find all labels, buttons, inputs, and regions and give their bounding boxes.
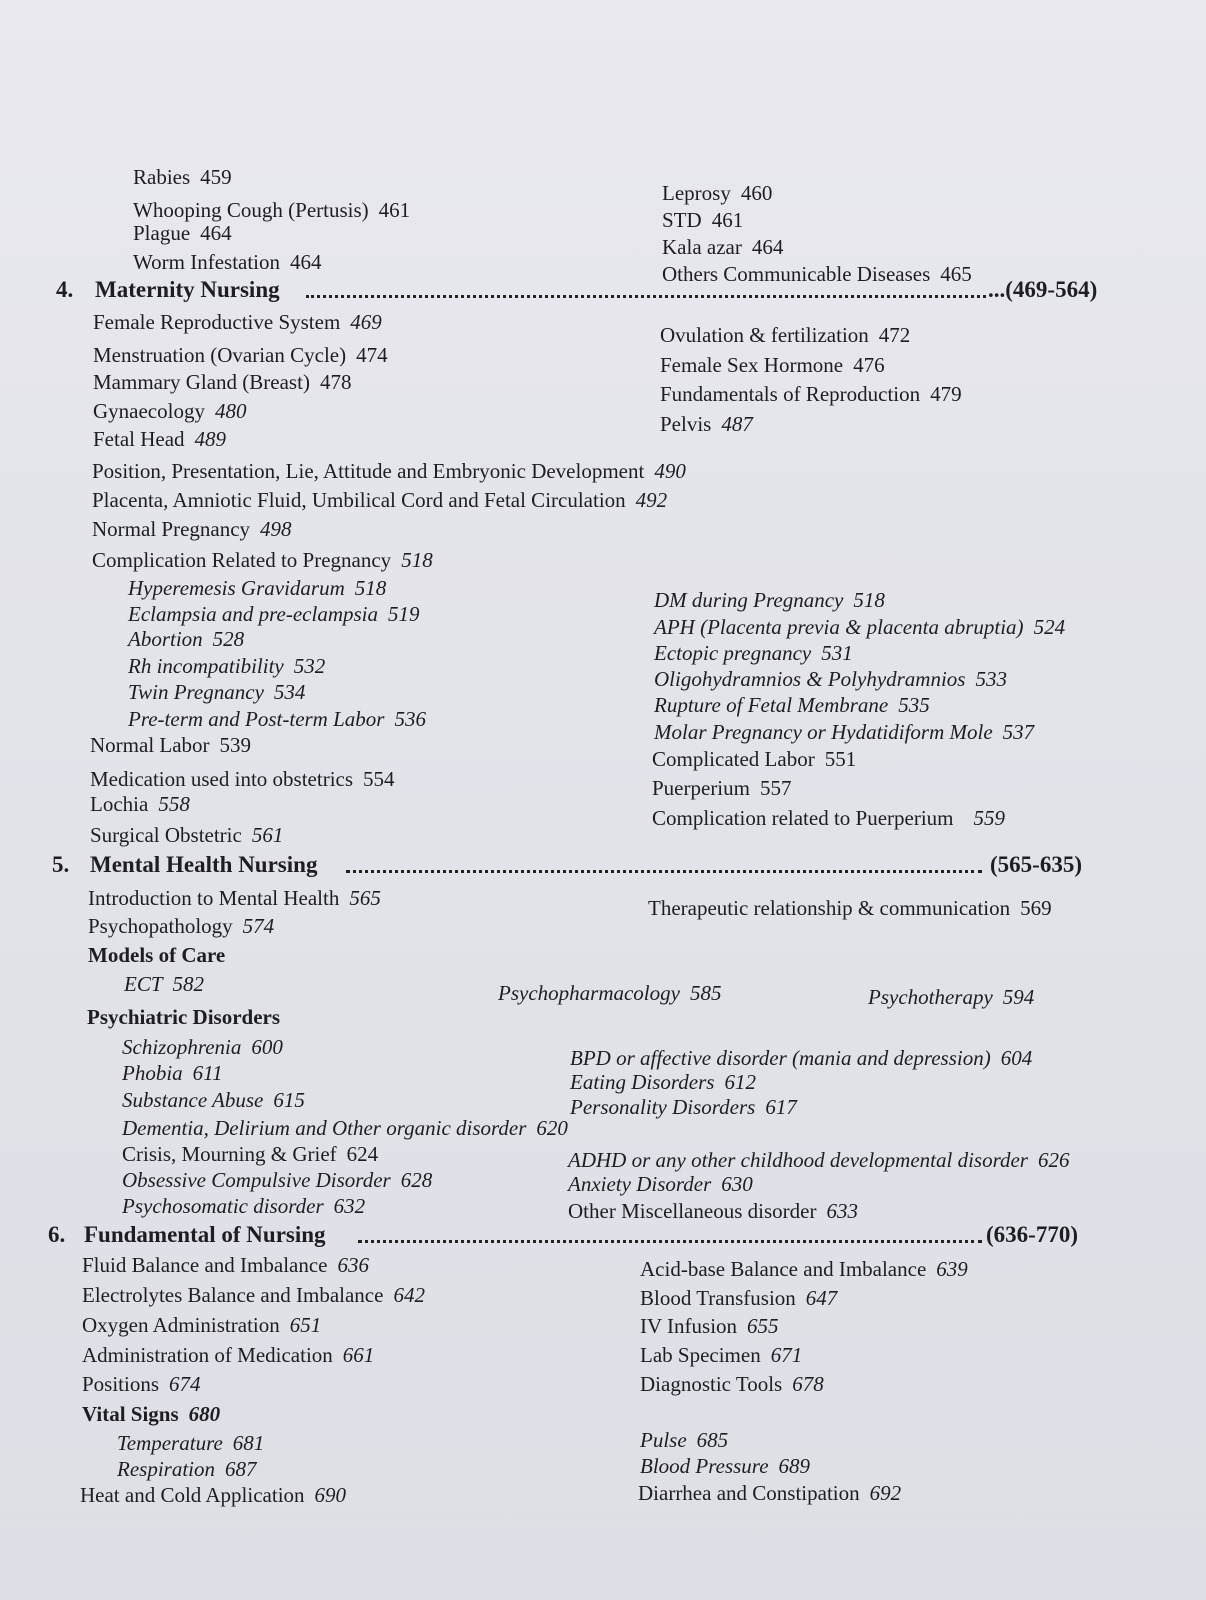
dot-leader bbox=[358, 1240, 982, 1243]
toc-entry: Phobia 611 bbox=[122, 1061, 223, 1085]
section-heading-fundamental: 6. Fundamental of Nursing (636-770) bbox=[48, 1222, 1078, 1247]
toc-entry: Blood Transfusion 647 bbox=[640, 1286, 838, 1310]
toc-entry: Whooping Cough (Pertusis) 461 bbox=[133, 198, 411, 222]
toc-entry: Complication Related to Pregnancy 518 bbox=[92, 548, 433, 572]
toc-entry: Respiration 687 bbox=[117, 1457, 257, 1481]
toc-entry: Worm Infestation 464 bbox=[133, 250, 322, 274]
toc-entry: Diarrhea and Constipation 692 bbox=[638, 1481, 902, 1505]
section-heading-mental-health: 5. Mental Health Nursing (565-635) bbox=[52, 852, 1082, 877]
toc-entry: ECT 582 bbox=[124, 972, 205, 996]
toc-entry: BPD or affective disorder (mania and depression) 604 bbox=[570, 1046, 1033, 1070]
toc-entry: Dementia, Delirium and Other organic disorder 620 bbox=[122, 1116, 568, 1140]
toc-entry: Molar Pregnancy or Hydatidiform Mole 537 bbox=[654, 720, 1035, 744]
dot-leader bbox=[306, 295, 986, 298]
toc-entry: Complicated Labor 551 bbox=[652, 747, 857, 771]
toc-entry: Menstruation (Ovarian Cycle) 474 bbox=[93, 343, 388, 367]
toc-entry: Fluid Balance and Imbalance 636 bbox=[82, 1253, 369, 1277]
subheading-psychiatric-disorders: Psychiatric Disorders bbox=[87, 1005, 281, 1029]
toc-entry: Female Reproductive System 469 bbox=[93, 310, 382, 334]
toc-entry: Heat and Cold Application 690 bbox=[80, 1483, 347, 1507]
toc-entry: Pulse 685 bbox=[640, 1428, 729, 1452]
toc-entry: Placenta, Amniotic Fluid, Umbilical Cord and Fetal Circulation 492 bbox=[92, 488, 668, 512]
subheading-models-of-care: Models of Care bbox=[88, 943, 226, 967]
toc-entry: Oligohydramnios & Polyhydramnios 533 bbox=[654, 667, 1007, 691]
dot-leader bbox=[346, 870, 982, 873]
toc-entry: Introduction to Mental Health 565 bbox=[88, 886, 381, 910]
toc-entry: Psychopathology 574 bbox=[88, 914, 275, 938]
toc-entry: Abortion 528 bbox=[128, 627, 245, 651]
toc-entry: Puerperium 557 bbox=[652, 776, 792, 800]
toc-entry: Gynaecology 480 bbox=[93, 399, 247, 423]
toc-entry: Acid-base Balance and Imbalance 639 bbox=[640, 1257, 968, 1281]
toc-entry: Lab Specimen 671 bbox=[640, 1343, 803, 1367]
toc-entry: Rupture of Fetal Membrane 535 bbox=[654, 693, 930, 717]
toc-entry: Anxiety Disorder 630 bbox=[568, 1172, 753, 1196]
toc-entry: Normal Pregnancy 498 bbox=[92, 517, 292, 541]
toc-entry: STD 461 bbox=[662, 208, 744, 232]
toc-entry: Medication used into obstetrics 554 bbox=[90, 767, 395, 791]
toc-entry: Other Miscellaneous disorder 633 bbox=[568, 1199, 858, 1223]
toc-entry: Lochia 558 bbox=[90, 792, 190, 816]
subheading-vital-signs: Vital Signs 680 bbox=[82, 1402, 221, 1426]
toc-entry: Normal Labor 539 bbox=[90, 733, 252, 757]
toc-entry: Leprosy 460 bbox=[662, 181, 773, 205]
toc-entry: Rh incompatibility 532 bbox=[128, 654, 326, 678]
toc-entry: Rabies 459 bbox=[133, 165, 232, 189]
toc-entry: Crisis, Mourning & Grief 624 bbox=[122, 1142, 379, 1166]
toc-entry: Complication related to Puerperium 559 bbox=[652, 806, 1006, 830]
toc-entry: Pelvis 487 bbox=[660, 412, 753, 436]
toc-entry: Ovulation & fertilization 472 bbox=[660, 323, 911, 347]
toc-entry: Twin Pregnancy 534 bbox=[128, 680, 306, 704]
toc-entry: Positions 674 bbox=[82, 1372, 201, 1396]
toc-entry: Obsessive Compulsive Disorder 628 bbox=[122, 1168, 433, 1192]
toc-entry: Substance Abuse 615 bbox=[122, 1088, 305, 1112]
toc-entry: Hyperemesis Gravidarum 518 bbox=[128, 576, 387, 600]
toc-entry: Schizophrenia 600 bbox=[122, 1035, 283, 1059]
toc-entry: Blood Pressure 689 bbox=[640, 1454, 811, 1478]
toc-entry: Psychosomatic disorder 632 bbox=[122, 1194, 366, 1218]
toc-entry: Therapeutic relationship & communication 569 bbox=[648, 896, 1052, 920]
toc-entry: Oxygen Administration 651 bbox=[82, 1313, 322, 1337]
toc-entry: DM during Pregnancy 518 bbox=[654, 588, 885, 612]
toc-entry: Eclampsia and pre-eclampsia 519 bbox=[128, 602, 420, 626]
toc-entry: Psychopharmacology 585 bbox=[498, 981, 722, 1005]
toc-entry: APH (Placenta previa & placenta abruptia) 524 bbox=[654, 615, 1066, 639]
toc-entry: Fetal Head 489 bbox=[93, 427, 227, 451]
toc-entry: Eating Disorders 612 bbox=[570, 1070, 756, 1094]
toc-entry: Diagnostic Tools 678 bbox=[640, 1372, 824, 1396]
toc-entry: Electrolytes Balance and Imbalance 642 bbox=[82, 1283, 425, 1307]
toc-entry: Psychotherapy 594 bbox=[868, 985, 1035, 1009]
toc-entry: IV Infusion 655 bbox=[640, 1314, 779, 1338]
toc-entry: Position, Presentation, Lie, Attitude and Embryonic Development 490 bbox=[92, 459, 686, 483]
toc-entry: Others Communicable Diseases 465 bbox=[662, 262, 972, 286]
toc-entry: Female Sex Hormone 476 bbox=[660, 353, 885, 377]
toc-entry: ADHD or any other childhood developmental disorder 626 bbox=[568, 1148, 1070, 1172]
toc-entry: Administration of Medication 661 bbox=[82, 1343, 375, 1367]
toc-entry: Kala azar 464 bbox=[662, 235, 784, 259]
toc-entry: Temperature 681 bbox=[117, 1431, 265, 1455]
toc-entry: Fundamentals of Reproduction 479 bbox=[660, 382, 962, 406]
section-heading-maternity: 4. Maternity Nursing ...(469-564) bbox=[56, 277, 1098, 302]
toc-entry: Surgical Obstetric 561 bbox=[90, 823, 284, 847]
toc-entry: Pre-term and Post-term Labor 536 bbox=[128, 707, 426, 731]
toc-entry: Ectopic pregnancy 531 bbox=[654, 641, 853, 665]
toc-entry: Mammary Gland (Breast) 478 bbox=[93, 370, 352, 394]
toc-entry: Plague 464 bbox=[133, 221, 232, 245]
toc-entry: Personality Disorders 617 bbox=[570, 1095, 797, 1119]
